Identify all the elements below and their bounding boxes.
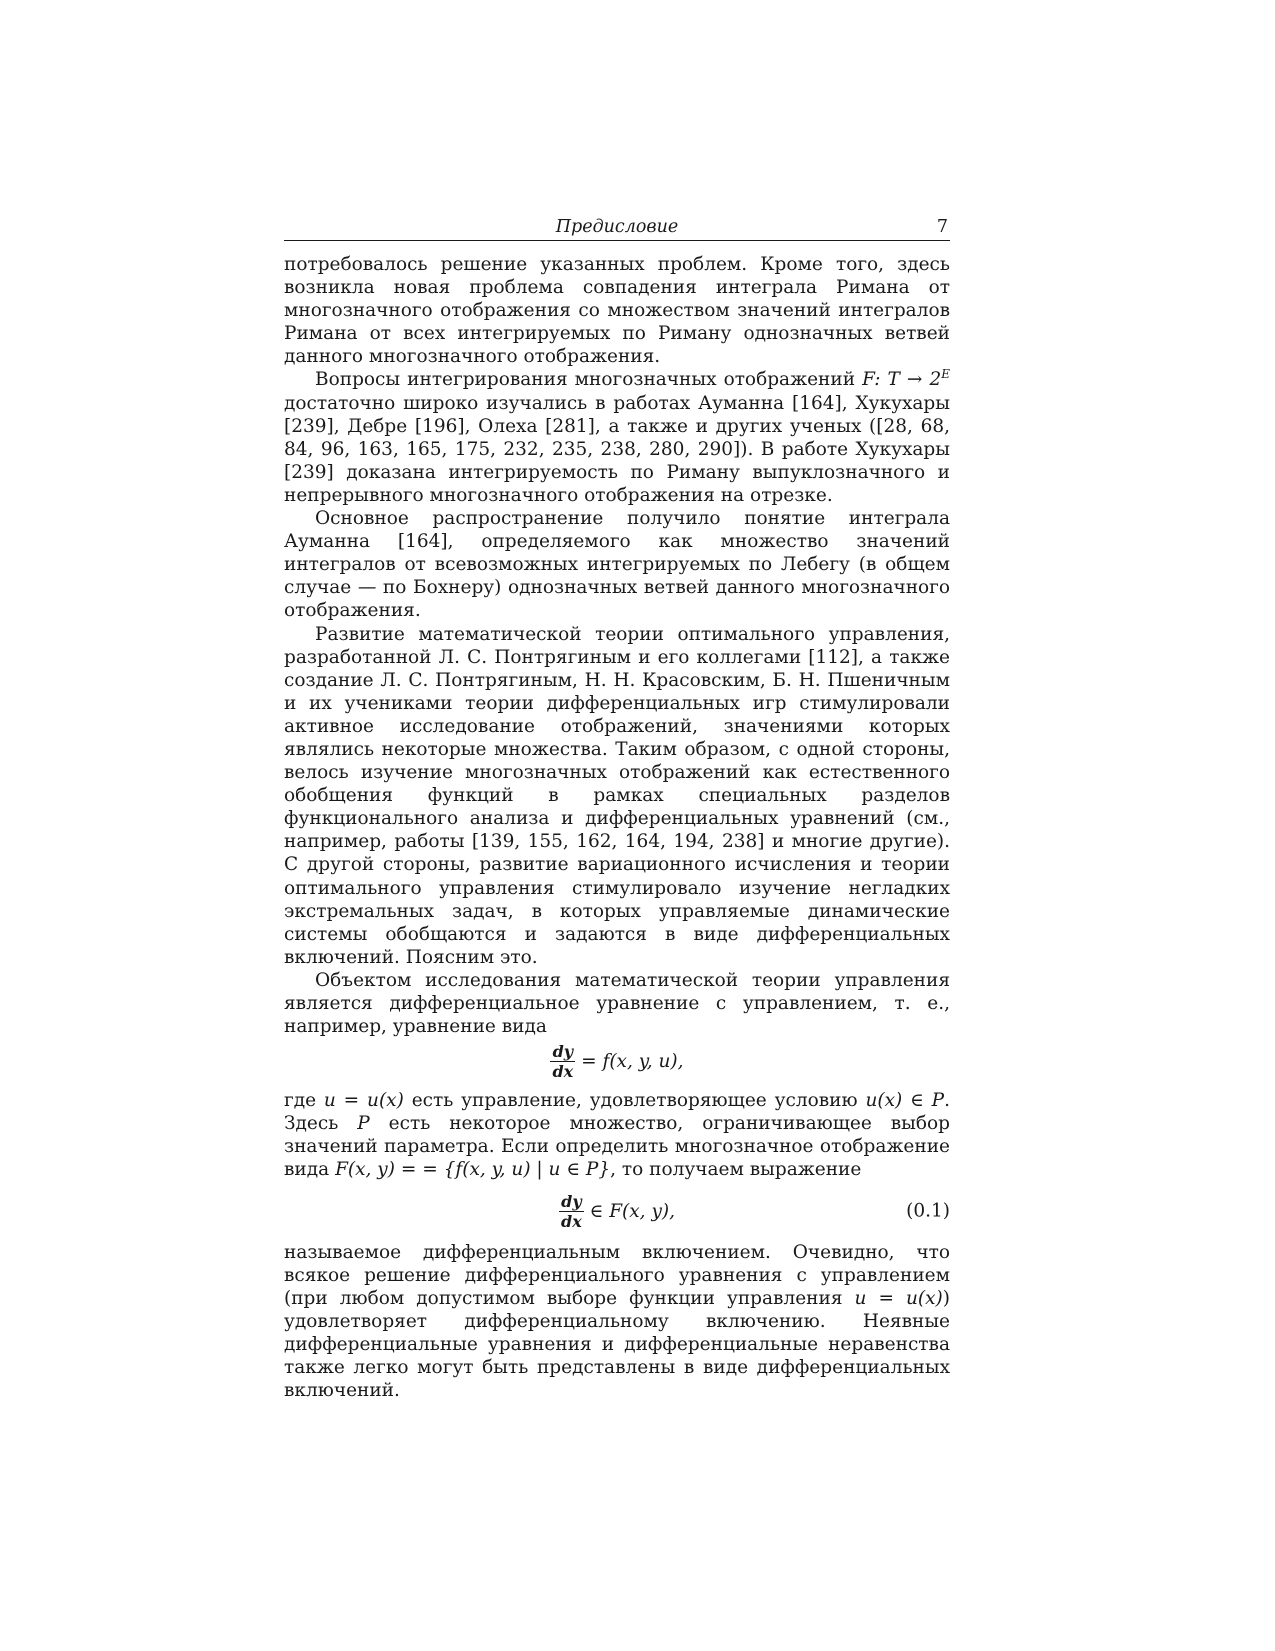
- equation-2-numerator: dy: [559, 1192, 584, 1212]
- paragraph-4: Развитие математической теории оптимального управления, разработанной Л. С. Понтрягиным и его коллегами [112], а также создание Л. С. Понтрягиным, Н. Н. Красовским, Б. Н. Пшеничным и их учениками теории дифференциальных игр стимулировали активное исследование отображений, значениями которых являлись некоторые множества. Таким образом, с одной стороны, велось изучение многозначных отображений как естественного обобщения функций в рамках специальных разделов функционального анализа и дифференциальных уравнений (см., например, работы [139, 155, 162, 164, 194, 238] и многие другие). С другой стороны, развитие вариационного исчисления и теории оптимального управления стимулировало изучение негладких экстремальных задач, в которых управляемые динамические системы обобщаются и задаются в виде дифференциальных включений. Поясним это.: [284, 623, 950, 968]
- equation-1-denominator: dx: [552, 1062, 574, 1082]
- running-title: Предисловие: [555, 217, 679, 237]
- paragraph-1: потребовалось решение указанных проблем. Кроме того, здесь возникла новая проблема совпадения интеграла Римана от многозначного отображения со множеством значений интегралов Римана от всех интегрируемых по Риману однозначных ветвей данного многозначного отображения.: [284, 254, 950, 368]
- equation-1-fraction: [550, 1042, 575, 1081]
- paragraph-6-e: , то получаем выражение: [610, 1159, 862, 1181]
- equation-2-fraction: [559, 1192, 584, 1231]
- paragraph-7-a: называемое дифференциальным включением. Очевидно, что всякое решение дифференциального уравнения с управлением (при любом допустимом выборе функции управления: [284, 1241, 950, 1309]
- math-definition: F(x, y) = = {f(x, y, u) | u ∈ P}: [335, 1159, 611, 1181]
- math-mapping: F: T → 2: [862, 369, 942, 391]
- paragraph-6: [284, 1089, 950, 1181]
- equation-1-numerator: dy: [550, 1042, 575, 1062]
- math-set: P: [357, 1113, 370, 1135]
- paragraph-2-rest: достаточно широко изучались в работах Ауманна [164], Хукухары [239], Дебре [196], Олеха [281], а также и других ученых ([28, 68, 84, 96, 163, 165, 175, 232, 235, 238, 280, 290]). В работе Хукухары [239] доказана интегрируемость по Риману выпуклозначного и непрерывного многозначного отображения на отрезке.: [284, 392, 950, 506]
- equation-2-rhs: ∈ F(x, y),: [589, 1200, 675, 1222]
- equation-1-rhs: = f(x, y, u),: [581, 1051, 684, 1073]
- equation-2-denominator: dx: [561, 1211, 582, 1231]
- equation-2: [284, 1192, 950, 1231]
- paragraph-2-text: Вопросы интегрирования многозначных отображений: [315, 369, 856, 391]
- page-number: 7: [936, 217, 948, 237]
- equation-1: [284, 1042, 950, 1081]
- paragraph-5: Объектом исследования математической теории управления является дифференциальное уравнение с управлением, т. е., например, уравнение вида: [284, 969, 950, 1038]
- paragraph-7-b: ) удовлетворяет дифференциальному включению. Неявные дифференциальные уравнения и дифференциальные неравенства также легко могут быть представлены в виде дифференциальных включений.: [284, 1287, 950, 1402]
- paragraph-6-b: есть управление, удовлетворяющее условию: [411, 1090, 858, 1112]
- equation-number: (0.1): [906, 1200, 950, 1222]
- running-head: [284, 216, 950, 241]
- math-control-function: u = u(x): [854, 1287, 943, 1309]
- document-page: [284, 216, 950, 1402]
- math-superscript: E: [941, 367, 950, 382]
- math-control: u = u(x): [323, 1090, 404, 1112]
- paragraph-6-c: . Здесь: [284, 1090, 950, 1135]
- paragraph-7: [284, 1241, 950, 1403]
- paragraph-3: Основное распространение получило понятие интеграла Ауманна [164], определяемого как множество значений интегралов от всевозможных интегрируемых по Лебегу (в общем случае — по Бохнеру) однозначных ветвей данного многозначного отображения.: [284, 508, 950, 622]
- paragraph-6-a: где: [284, 1090, 317, 1112]
- math-condition: u(x) ∈ P: [865, 1090, 945, 1112]
- paragraph-2: [284, 368, 950, 507]
- paragraph-6-d: есть некоторое множество, ограничивающее выбор значений параметра. Если определить многозначное отображение вида: [284, 1113, 951, 1181]
